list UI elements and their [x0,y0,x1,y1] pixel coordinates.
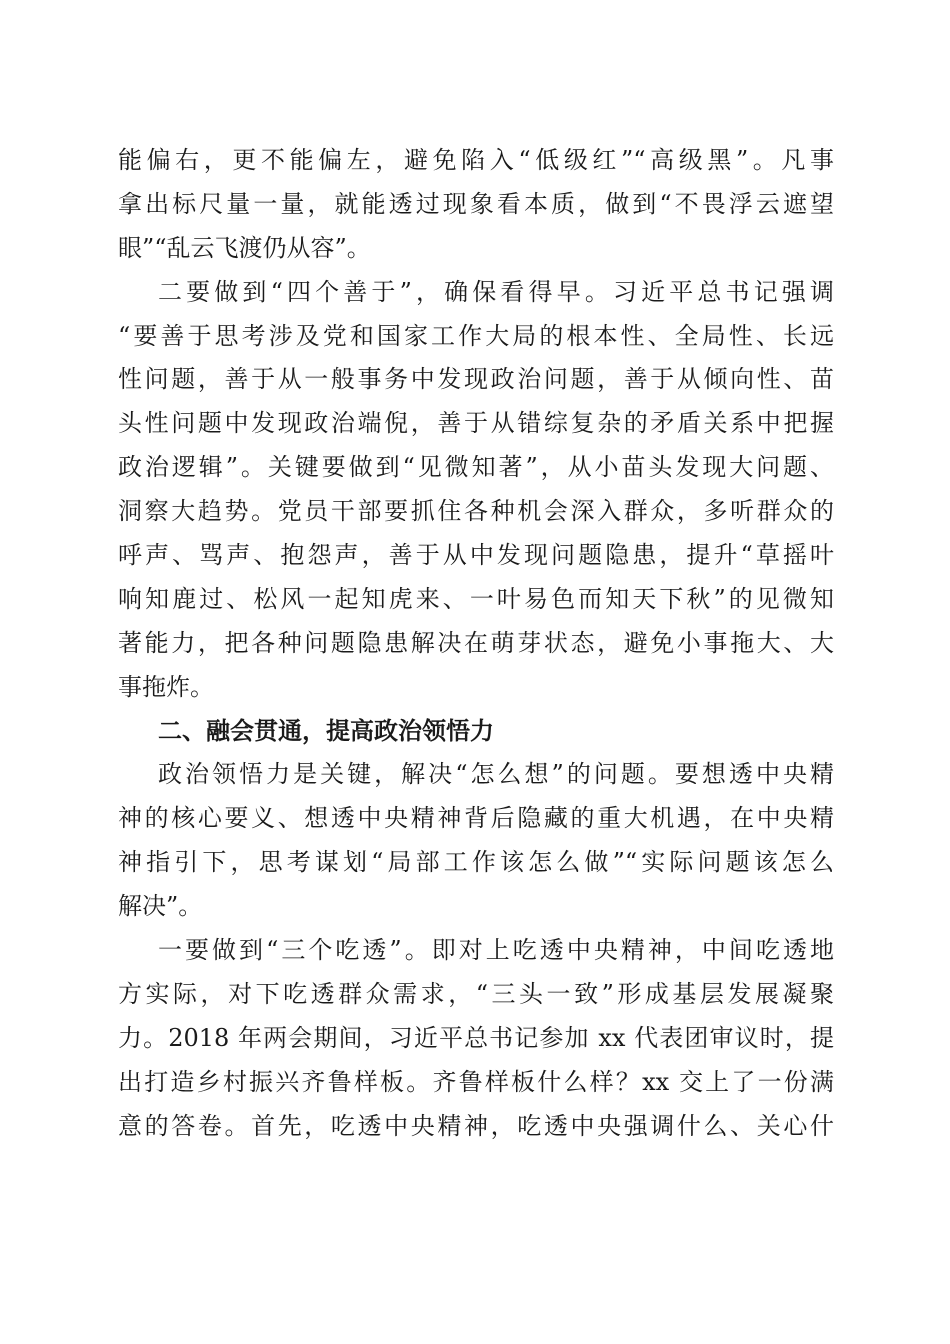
body-line: 出打造乡村振兴齐鲁样板。齐鲁样板什么样？xx 交上了一份满 [118,1067,834,1096]
body-line: 方实际，对下吃透群众需求，“三头一致”形成基层发展凝聚 [118,979,834,1008]
body-line: 眼”“乱云飞渡仍从容”。 [118,233,371,262]
body-line: 性问题，善于从一般事务中发现政治问题，善于从倾向性、苗 [118,365,834,394]
document-body [118,139,834,1148]
body-line: 一要做到“三个吃透”。即对上吃透中央精神，中间吃透地 [158,936,834,965]
body-line: 头性问题中发现政治端倪，善于从错综复杂的矛盾关系中把握 [118,409,834,438]
body-line: 二要做到“四个善于”，确保看得早。习近平总书记强调 [158,277,834,306]
section-heading: 二、融会贯通，提高政治领悟力 [158,716,494,745]
body-line: 呼声、骂声、抱怨声，善于从中发现问题隐患，提升“草摇叶 [118,541,834,570]
body-line: 神指引下，思考谋划“局部工作该怎么做”“实际问题该怎么 [118,848,834,877]
body-line: “要善于思考涉及党和国家工作大局的根本性、全局性、长远 [118,321,834,350]
body-line: 能偏右，更不能偏左，避免陷入“低级红”“高级黑”。凡事 [118,146,834,174]
body-line: 政治逻辑”。关键要做到“见微知著”，从小苗头发现大问题、 [118,453,834,482]
body-line: 解决”。 [118,892,203,921]
body-line: 事拖炸。 [118,672,214,701]
body-line: 响知鹿过、松风一起知虎来、一叶易色而知天下秋”的见微知 [118,584,834,613]
body-line: 洞察大趋势。党员干部要抓住各种机会深入群众，多听群众的 [118,497,834,526]
body-line: 意的答卷。首先，吃透中央精神，吃透中央强调什么、关心什 [118,1111,834,1140]
body-line: 力。2018 年两会期间，习近平总书记参加 xx 代表团审议时，提 [118,1023,834,1052]
body-line: 拿出标尺量一量，就能透过现象看本质，做到“不畏浮云遮望 [118,189,834,218]
body-line: 著能力，把各种问题隐患解决在萌芽状态，避免小事拖大、大 [118,628,834,657]
body-line: 政治领悟力是关键，解决“怎么想”的问题。要想透中央精 [158,760,834,789]
body-line: 神的核心要义、想透中央精神背后隐藏的重大机遇，在中央精 [118,804,834,833]
